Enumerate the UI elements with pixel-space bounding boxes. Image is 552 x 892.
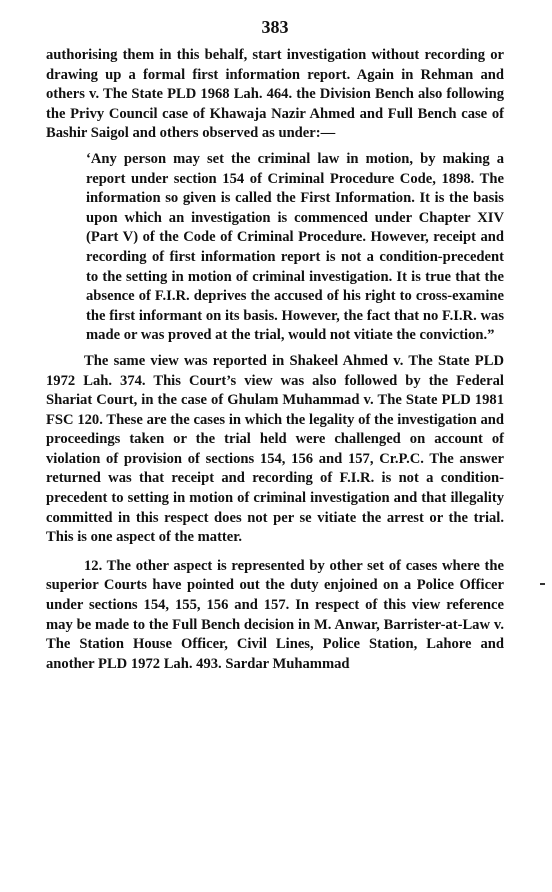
block-quote: ‘Any person may set the criminal law in motion, by making a report under section 154 of Criminal Procedure Code, 1898. The information so given is called the First Information. It is the basis upon which an investigation is commenced under Chapter XIV (Part V) of the Code of Criminal Procedure. However, receipt and recording of first information report is not a condition-precedent to the setting in motion of criminal investigation. It is true that the absence of F.I.R. deprives the accused of his right to cross-examine the first informant on its basis. However, the fact that no F.I.R. was made or was proved at the trial, would not vitiate the conviction.” [86,150,504,344]
paragraph-spacer [46,548,504,557]
document-page [46,14,504,674]
paragraph-opening: authorising them in this behalf, start investigation without recording or drawing up a formal first information report. Again in Rehman and others v. The State PLD 1968 Lah. 464. the Division Bench also following the Privy Council case of Khawaja Nazir Ahmed and Full Bench case of Bashir Saigol and others observed as under:— [46,47,504,142]
page-number: 383 [261,17,289,37]
paragraph-shakeel-ahmed: The same view was reported in Shakeel Ahmed v. The State PLD 1972 Lah. 374. This Court’s view was also followed by the Federal Shariat Court, in the case of Ghulam Muhammad v. The State PLD 1981 FSC 120. These are the cases in which the legality of the investigation and proceedings taken or the trial held were challenged on account of violation of provision of sections 154, 156 and 157, Cr.P.C. The answer returned was that receipt and recording of F.I.R. is not a condition-precedent to setting in motion of criminal investigation and that illegality committed in this respect does not per se vitiate the arrest or the trial. This is one aspect of the matter. [46,352,504,546]
margin-mark [540,583,545,585]
paragraph-12: 12. The other aspect is represented by other set of cases where the superior Courts have pointed out the duty enjoined on a Police Officer under sections 154, 155, 156 and 157. In respect of this view reference may be made to the Full Bench decision in M. Anwar, Barrister-at-Law v. The Station House Officer, Civil Lines, Police Station, Lahore and another PLD 1972 Lah. 493. Sardar Muhammad [46,557,504,672]
